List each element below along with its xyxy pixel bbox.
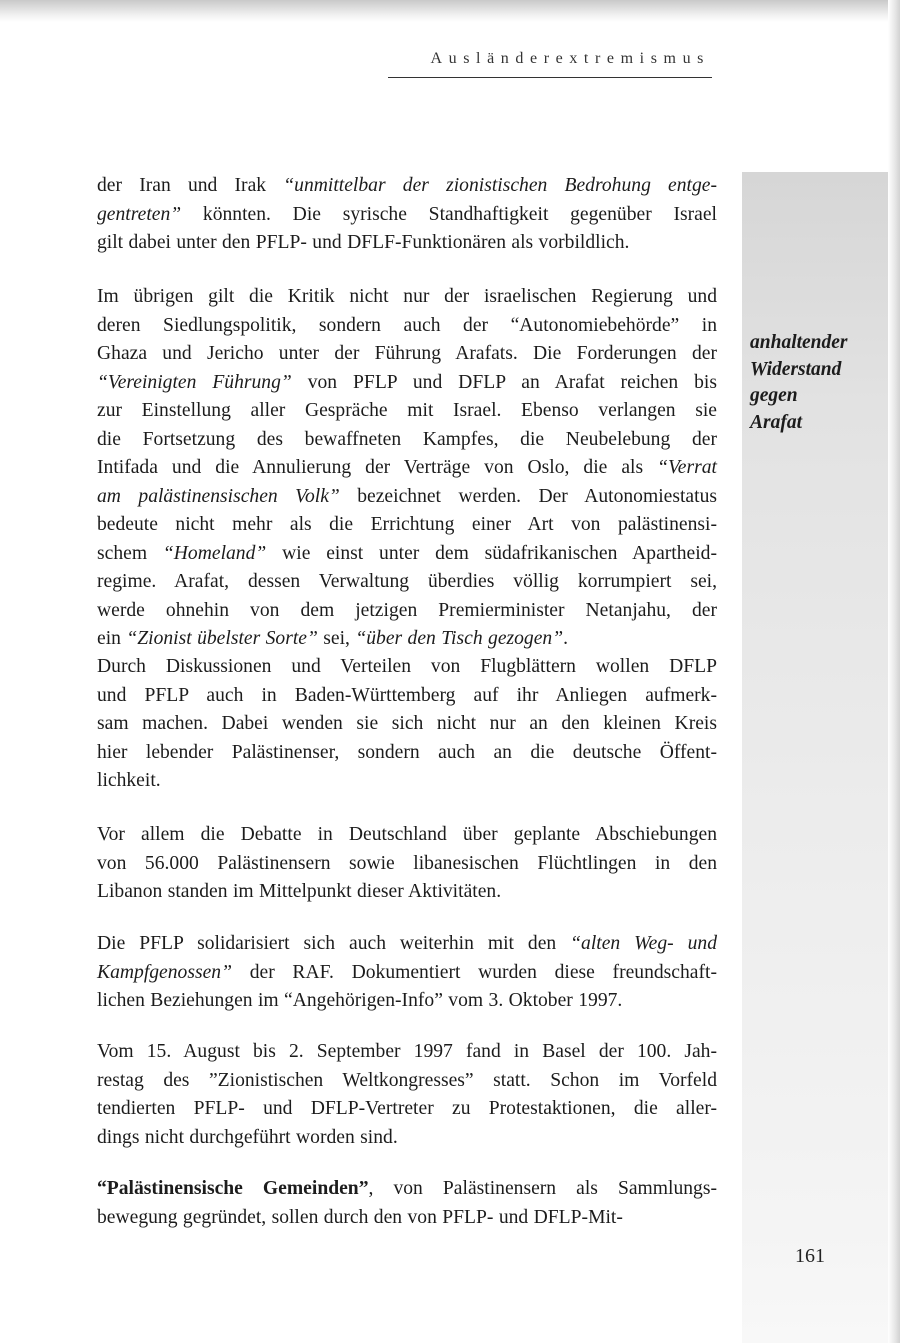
text-segment: sam machen. Dabei wenden sie sich nicht nur an den kleinen Kreis — [97, 713, 717, 734]
text-line — [97, 568, 717, 597]
running-head: Ausländerextremismus — [430, 50, 710, 67]
text-segment: von 56.000 Palästinensern sowie libanesischen Flüchtlingen in den — [97, 852, 717, 874]
text-segment: ein — [97, 628, 127, 649]
text-line — [97, 397, 717, 426]
text-line — [97, 959, 717, 988]
text-segment: schem — [97, 542, 163, 564]
text-line — [97, 340, 717, 369]
quoted-phrase: Kampfgenossen” — [97, 961, 232, 983]
text-segment: die Fortsetzung des bewaffneten Kampfes, die Neubelebung der — [97, 428, 717, 450]
text-line — [97, 682, 717, 711]
quoted-phrase: “Verrat — [657, 457, 717, 478]
margin-note-line: gegen — [750, 385, 798, 406]
text-line — [97, 312, 717, 341]
text-segment: gilt dabei unter den PFLP- und DFLF-Funktionären als vorbildlich. — [97, 232, 630, 253]
paragraph-kritik-arafat — [97, 283, 717, 654]
text-line — [97, 172, 717, 201]
margin-note — [750, 330, 890, 436]
text-line — [97, 625, 717, 654]
text-line — [97, 1067, 717, 1096]
text-line — [97, 597, 717, 626]
text-segment: zur Einstellung aller Gespräche mit Israel. Ebenso verlangen sie — [97, 400, 717, 421]
paragraph-flugblaetter — [97, 653, 717, 796]
text-segment: sei, — [317, 628, 356, 649]
paragraph-abschiebungen — [97, 821, 717, 907]
text-line — [97, 369, 717, 398]
scan-shadow-top — [0, 0, 900, 22]
text-line — [97, 767, 717, 796]
text-line — [97, 483, 717, 512]
bold-term: “Palästinensische Gemeinden” — [97, 1178, 369, 1199]
text-line — [97, 201, 717, 230]
text-line — [97, 540, 717, 569]
text-segment: lichen Beziehungen im “Angehörigen-Info” vom 3. Oktober 1997. — [97, 990, 623, 1011]
quoted-phrase: am palästinensischen Volk” — [97, 485, 340, 507]
text-line — [97, 426, 717, 455]
text-line — [97, 710, 717, 739]
text-line — [97, 821, 717, 850]
paragraph-gemeinden — [97, 1175, 717, 1232]
text-line — [97, 653, 717, 682]
margin-note-line: anhaltender — [750, 332, 848, 353]
text-segment: tendierten PFLP- und DFLP-Vertreter zu Protestaktionen, die aller- — [97, 1098, 717, 1119]
margin-note-line: Arafat — [750, 411, 803, 433]
text-segment: Intifada und die Annulierung der Verträge von Oslo, die als — [97, 457, 658, 478]
text-line — [97, 1038, 717, 1067]
text-segment: und PFLP auch in Baden-Württemberg auf ihr Anliegen aufmerk- — [97, 684, 717, 706]
text-segment: restag des ”Zionistischen Weltkongresses” statt. Schon im Vorfeld — [97, 1069, 717, 1091]
text-line — [97, 878, 717, 907]
text-segment: Ghaza und Jericho unter der Führung Arafats. Die Forderungen der — [97, 343, 717, 364]
text-segment: , von Palästinensern als Sammlungs- — [368, 1178, 718, 1199]
text-segment: bedeute nicht mehr als die Errichtung einer Art von palästinensi- — [97, 514, 717, 535]
paragraph-iran-irak — [97, 172, 717, 258]
text-line — [97, 1175, 717, 1204]
text-segment: regime. Arafat, dessen Verwaltung überdies völlig korrumpiert sei, — [97, 571, 717, 592]
text-line — [97, 987, 717, 1016]
header-rule — [388, 77, 712, 78]
text-segment: bezeichnet werden. Der Autonomiestatus — [339, 485, 717, 507]
quoted-phrase: “Zionist übelster Sorte” — [126, 628, 318, 649]
text-segment: bewegung gegründet, sollen durch den von PFLP- und DFLP-Mit- — [97, 1206, 623, 1228]
text-segment: dings nicht durchgeführt worden sind. — [97, 1126, 398, 1148]
text-segment: Durch Diskussionen und Verteilen von Flugblättern wollen DFLP — [97, 656, 717, 677]
text-segment: von PFLP und DFLP an Arafat reichen bis — [291, 371, 717, 393]
text-segment: wie einst unter dem südafrikanischen Apartheid- — [266, 542, 717, 564]
page-number: 161 — [795, 1245, 825, 1267]
text-line — [97, 511, 717, 540]
text-line — [97, 739, 717, 768]
text-line — [97, 283, 717, 312]
text-line — [97, 229, 717, 258]
text-line — [97, 850, 717, 879]
text-line — [97, 1204, 717, 1233]
quoted-phrase: “unmittelbar der zionistischen Bedrohung entge- — [283, 175, 718, 196]
quoted-phrase: “alten Weg- und — [570, 933, 717, 954]
text-segment: Vom 15. August bis 2. September 1997 fand in Basel der 100. Jah- — [97, 1041, 717, 1062]
text-segment: könnten. Die syrische Standhaftigkeit gegenüber Israel — [181, 203, 717, 225]
paragraph-raf — [97, 930, 717, 1016]
text-segment: hier lebender Palästinenser, sondern auch an die deutsche Öffent- — [97, 741, 717, 763]
quoted-phrase: gentreten” — [97, 203, 182, 225]
text-segment: lichkeit. — [97, 770, 161, 791]
text-segment: Die PFLP solidarisiert sich auch weiterhin mit den — [97, 933, 571, 954]
text-segment: werde ohnehin von dem jetzigen Premierminister Netanjahu, der — [97, 599, 717, 621]
text-line — [97, 1124, 717, 1153]
text-segment: Vor allem die Debatte in Deutschland über geplante Abschiebungen — [97, 824, 717, 845]
quoted-phrase: “über den Tisch gezogen” — [355, 628, 564, 649]
paragraph-basel — [97, 1038, 717, 1152]
text-line — [97, 1095, 717, 1124]
text-segment: . — [563, 628, 569, 649]
text-segment: deren Siedlungspolitik, sondern auch der “Autonomiebehörde” in — [97, 314, 717, 336]
quoted-phrase: “Vereinigten Führung” — [97, 371, 292, 393]
quoted-phrase: “Homeland” — [162, 542, 267, 564]
text-line — [97, 930, 717, 959]
scan-shadow-right — [888, 0, 900, 1343]
text-segment: der Iran und Irak — [97, 175, 284, 196]
margin-note-line: Widerstand — [750, 358, 842, 380]
text-segment: Im übrigen gilt die Kritik nicht nur der israelischen Regierung und — [97, 286, 717, 307]
text-segment: Libanon standen im Mittelpunkt dieser Aktivitäten. — [97, 881, 502, 902]
text-segment: der RAF. Dokumentiert wurden diese freundschaft- — [232, 961, 717, 983]
text-line — [97, 454, 717, 483]
